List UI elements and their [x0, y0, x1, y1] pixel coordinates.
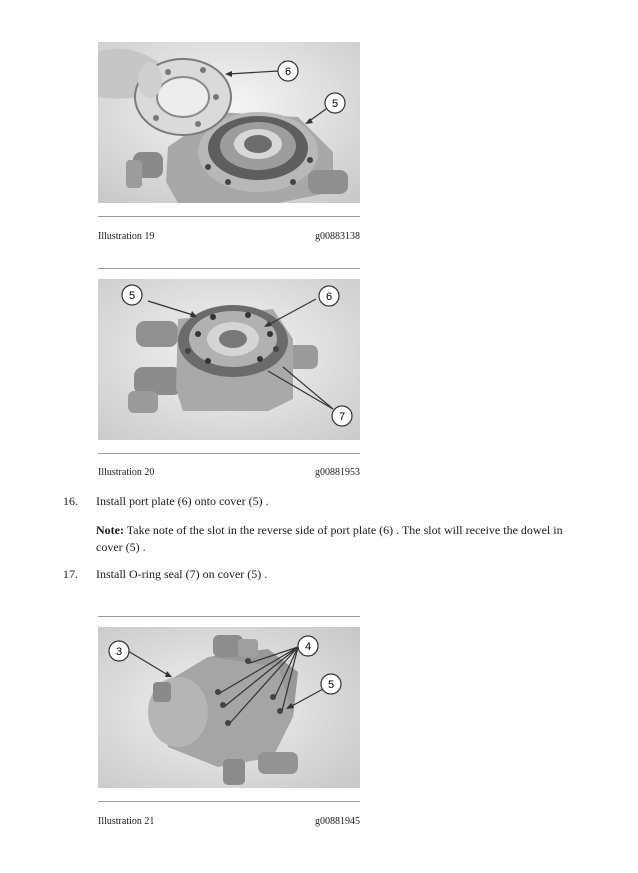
note-label: Note: — [96, 523, 124, 537]
step-text: Install O-ring seal (7) on cover (5) . — [96, 567, 268, 581]
note-text: Take note of the slot in the reverse side of port plate (6) . The slot will receive the dowel in cover (5) . — [96, 523, 563, 554]
svg-text:5: 5 — [331, 98, 339, 110]
svg-text:4: 4 — [304, 641, 312, 653]
svg-text:7: 7 — [338, 411, 346, 423]
caption-label: Illustration 21 — [98, 816, 155, 827]
step-number: 16. — [63, 494, 78, 508]
caption-code: g00881945 — [315, 816, 360, 827]
callout-5 — [321, 674, 341, 694]
note — [96, 522, 566, 556]
caption-label: Illustration 19 — [98, 231, 155, 242]
illustration-19-photo — [98, 42, 360, 203]
svg-text:3: 3 — [115, 646, 123, 658]
divider — [98, 268, 360, 269]
step-text: Install port plate (6) onto cover (5) . — [96, 494, 269, 508]
caption-label: Illustration 20 — [98, 467, 155, 478]
svg-text:6: 6 — [325, 291, 333, 303]
callout-5 — [325, 93, 345, 113]
callout-7 — [332, 406, 352, 426]
callout-3 — [109, 641, 129, 661]
svg-text:5: 5 — [327, 679, 335, 691]
caption-code: g00883138 — [315, 231, 360, 242]
step-number: 17. — [63, 567, 78, 581]
callout-4 — [298, 636, 318, 656]
divider — [98, 453, 360, 454]
svg-text:5: 5 — [128, 290, 136, 302]
caption-code: g00881953 — [315, 467, 360, 478]
divider — [98, 216, 360, 217]
step-16 — [63, 494, 269, 509]
illustration-20-photo — [98, 279, 360, 440]
svg-text:6: 6 — [284, 66, 292, 78]
callout-6 — [319, 286, 339, 306]
illustration-21-photo — [98, 627, 360, 788]
callout-5 — [122, 285, 142, 305]
callout-6 — [278, 61, 298, 81]
divider — [98, 616, 360, 617]
divider — [98, 801, 360, 802]
step-17 — [63, 567, 267, 582]
